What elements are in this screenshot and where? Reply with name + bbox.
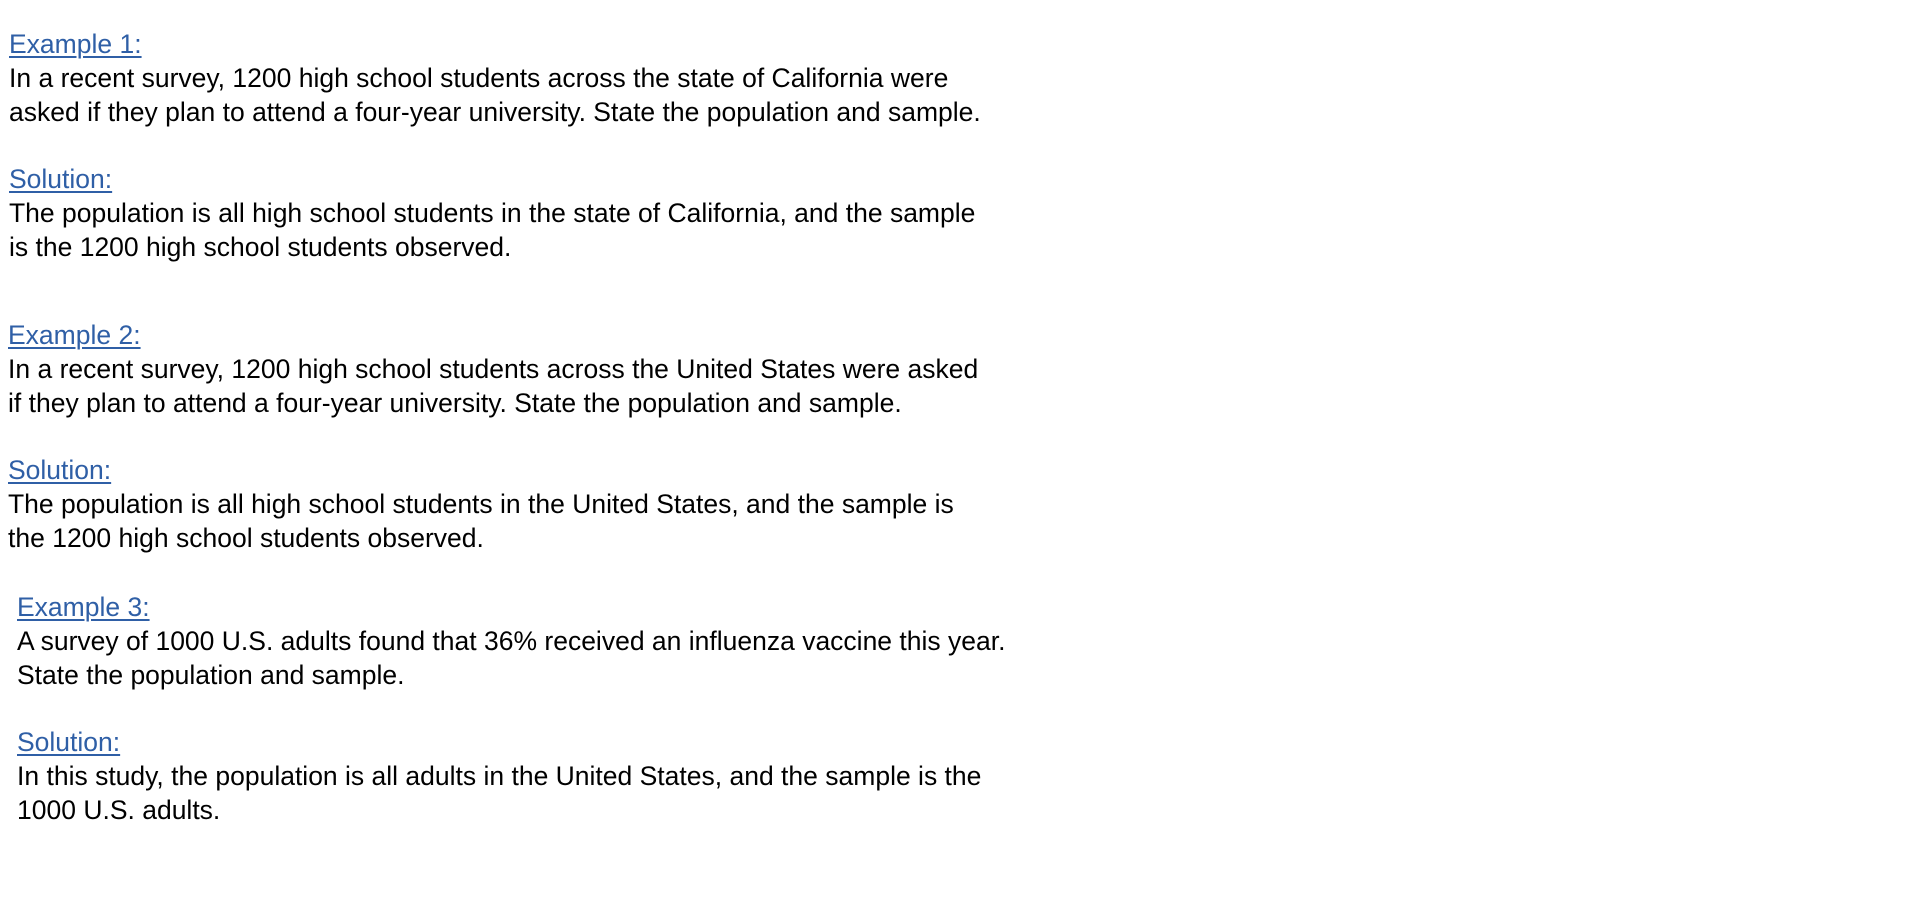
example-3-line-1: A survey of 1000 U.S. adults found that 36% received an influenza vaccine this year. — [17, 626, 1006, 656]
example-3-heading[interactable]: Example 3: — [17, 592, 150, 622]
solution-3-line-1: In this study, the population is all adults in the United States, and the sample is the — [17, 761, 982, 791]
solution-1-line-2: is the 1200 high school students observed. — [9, 232, 512, 262]
example-1 — [9, 27, 981, 129]
example-2-line-2: if they plan to attend a four-year university. State the population and sample. — [8, 388, 902, 418]
solution-1-line-1: The population is all high school students in the state of California, and the sample — [9, 198, 976, 228]
solution-2 — [8, 453, 954, 555]
solution-3-heading[interactable]: Solution: — [17, 727, 121, 757]
solution-2-line-2: the 1200 high school students observed. — [8, 523, 484, 553]
example-2-line-1: In a recent survey, 1200 high school students across the United States were asked — [8, 354, 979, 384]
solution-2-heading[interactable]: Solution: — [8, 455, 112, 485]
example-3 — [17, 590, 1005, 692]
example-2-heading[interactable]: Example 2: — [8, 320, 141, 350]
example-2 — [8, 318, 978, 420]
solution-1-heading[interactable]: Solution: — [9, 164, 113, 194]
example-3-line-2: State the population and sample. — [17, 660, 405, 690]
solution-3 — [17, 725, 981, 827]
solution-1 — [9, 162, 975, 264]
example-1-heading[interactable]: Example 1: — [9, 29, 142, 59]
solution-3-line-2: 1000 U.S. adults. — [17, 795, 221, 825]
example-1-line-2: asked if they plan to attend a four-year university. State the population and sample. — [9, 97, 981, 127]
example-1-line-1: In a recent survey, 1200 high school students across the state of California were — [9, 63, 949, 93]
solution-2-line-1: The population is all high school students in the United States, and the sample is — [8, 489, 954, 519]
